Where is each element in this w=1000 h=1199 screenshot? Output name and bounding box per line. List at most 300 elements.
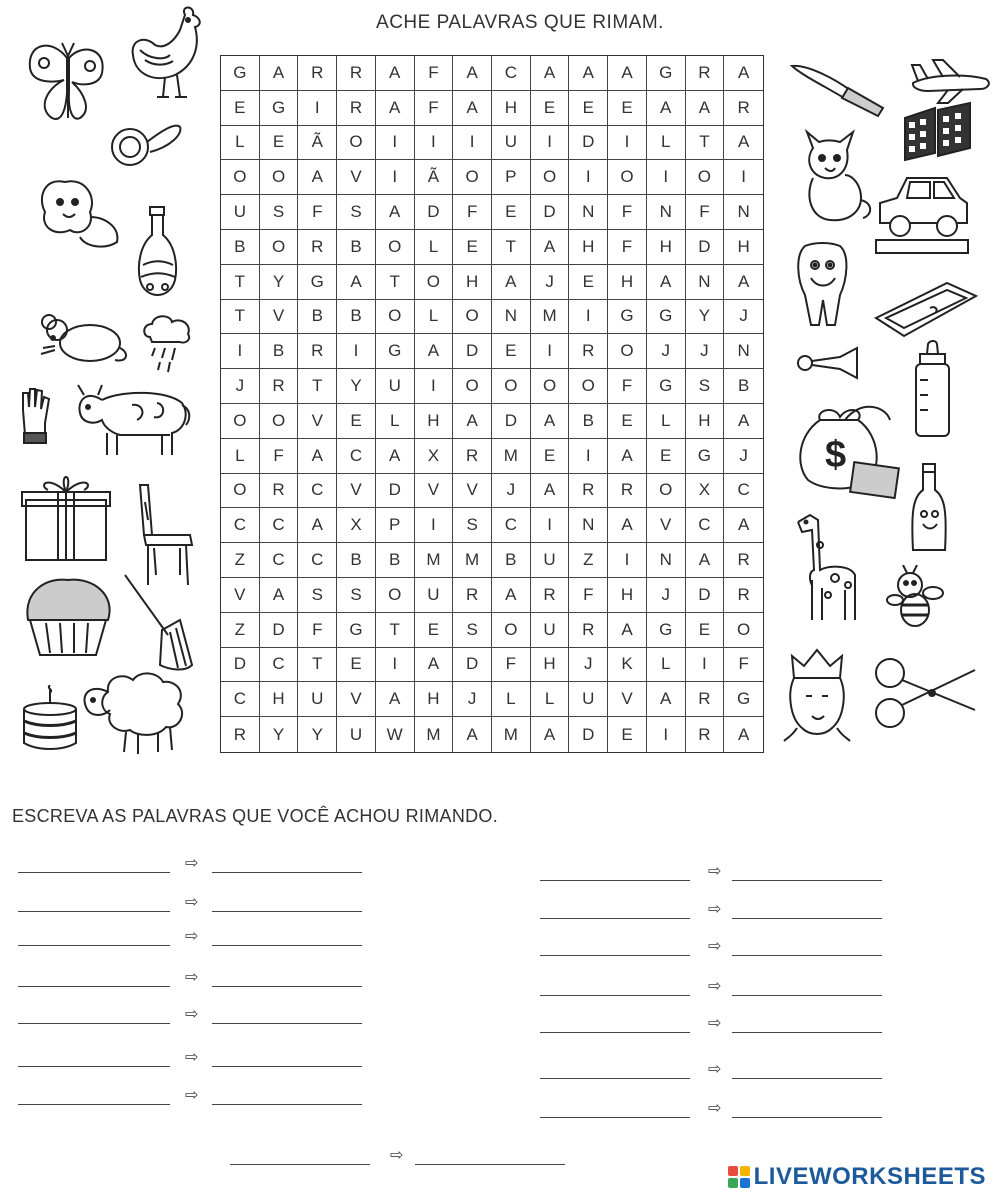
grid-cell[interactable]: R [724,91,763,126]
grid-cell[interactable]: O [221,474,260,509]
rhyme-answer-line[interactable] [732,1078,882,1079]
grid-cell[interactable]: E [608,717,647,752]
grid-cell[interactable]: M [415,717,454,752]
grid-cell[interactable]: I [569,160,608,195]
grid-cell[interactable]: J [647,334,686,369]
grid-cell[interactable]: G [608,300,647,335]
grid-cell[interactable]: F [298,613,337,648]
grid-cell[interactable]: G [221,56,260,91]
grid-cell[interactable]: I [647,717,686,752]
grid-cell[interactable]: B [569,404,608,439]
grid-cell[interactable]: A [376,195,415,230]
grid-cell[interactable]: S [260,195,299,230]
grid-cell[interactable]: F [569,578,608,613]
rhyme-answer-line[interactable] [212,872,362,873]
grid-cell[interactable]: G [724,682,763,717]
grid-cell[interactable]: A [724,404,763,439]
grid-cell[interactable]: A [531,230,570,265]
grid-cell[interactable]: A [608,439,647,474]
grid-cell[interactable]: T [221,300,260,335]
grid-cell[interactable]: D [492,404,531,439]
grid-cell[interactable]: S [337,578,376,613]
grid-cell[interactable]: R [298,334,337,369]
grid-cell[interactable]: O [608,334,647,369]
grid-cell[interactable]: U [298,682,337,717]
grid-cell[interactable]: A [260,578,299,613]
grid-cell[interactable]: A [492,578,531,613]
grid-cell[interactable]: I [376,126,415,161]
answer-line[interactable] [18,911,170,912]
grid-cell[interactable]: V [608,682,647,717]
grid-cell[interactable]: A [608,508,647,543]
grid-cell[interactable]: U [376,369,415,404]
grid-cell[interactable]: P [492,160,531,195]
grid-cell[interactable]: F [724,648,763,683]
grid-cell[interactable]: F [415,91,454,126]
grid-cell[interactable]: R [686,717,725,752]
grid-cell[interactable]: O [647,474,686,509]
grid-cell[interactable]: R [453,439,492,474]
grid-cell[interactable]: C [492,508,531,543]
grid-cell[interactable]: Y [260,717,299,752]
grid-cell[interactable]: F [608,195,647,230]
rhyme-answer-line[interactable] [212,1023,362,1024]
answer-line[interactable] [230,1164,370,1165]
grid-cell[interactable]: L [531,682,570,717]
grid-cell[interactable]: N [724,334,763,369]
grid-cell[interactable]: J [531,265,570,300]
grid-cell[interactable]: P [376,508,415,543]
grid-cell[interactable]: G [298,265,337,300]
grid-cell[interactable]: V [415,474,454,509]
grid-cell[interactable]: K [608,648,647,683]
grid-cell[interactable]: A [686,543,725,578]
grid-cell[interactable]: A [376,439,415,474]
grid-cell[interactable]: J [724,439,763,474]
grid-cell[interactable]: Z [221,613,260,648]
rhyme-answer-line[interactable] [212,945,362,946]
grid-cell[interactable]: J [569,648,608,683]
grid-cell[interactable]: M [492,717,531,752]
grid-cell[interactable]: I [531,126,570,161]
grid-cell[interactable]: R [337,91,376,126]
grid-cell[interactable]: O [376,300,415,335]
grid-cell[interactable]: I [415,126,454,161]
grid-cell[interactable]: Y [260,265,299,300]
answer-line[interactable] [540,955,690,956]
grid-cell[interactable]: A [724,265,763,300]
grid-cell[interactable]: I [686,648,725,683]
grid-cell[interactable]: Y [337,369,376,404]
grid-cell[interactable]: N [647,195,686,230]
answer-line[interactable] [18,1023,170,1024]
answer-line[interactable] [540,995,690,996]
grid-cell[interactable]: T [686,126,725,161]
rhyme-answer-line[interactable] [732,995,882,996]
grid-cell[interactable]: A [737,724,750,744]
rhyme-answer-line[interactable] [732,1117,882,1118]
grid-cell[interactable]: E [337,648,376,683]
rhyme-answer-line[interactable] [732,1032,882,1033]
grid-cell[interactable]: U [531,543,570,578]
grid-cell[interactable]: T [298,369,337,404]
grid-cell[interactable]: G [647,300,686,335]
grid-cell[interactable]: S [337,195,376,230]
grid-cell[interactable]: U [492,126,531,161]
grid-cell[interactable]: E [608,404,647,439]
grid-cell[interactable]: Z [221,543,260,578]
grid-cell[interactable]: E [569,265,608,300]
grid-cell[interactable]: L [647,648,686,683]
grid-cell[interactable]: R [608,474,647,509]
grid-cell[interactable]: T [376,613,415,648]
grid-cell[interactable]: D [221,648,260,683]
grid-cell[interactable]: R [686,682,725,717]
grid-cell[interactable]: A [647,265,686,300]
grid-cell[interactable]: T [221,265,260,300]
grid-cell[interactable]: O [453,369,492,404]
grid-cell[interactable]: R [724,543,763,578]
grid-cell[interactable]: J [453,682,492,717]
grid-cell[interactable]: E [647,439,686,474]
grid-cell[interactable]: O [260,404,299,439]
grid-cell[interactable]: F [686,195,725,230]
grid-cell[interactable]: I [337,334,376,369]
grid-cell[interactable]: A [376,682,415,717]
grid-cell[interactable]: F [453,195,492,230]
rhyme-answer-line[interactable] [732,955,882,956]
grid-cell[interactable]: A [724,56,763,91]
grid-cell[interactable]: L [415,230,454,265]
grid-cell[interactable]: C [298,543,337,578]
grid-cell[interactable]: A [453,717,492,752]
grid-cell[interactable]: G [647,613,686,648]
grid-cell[interactable]: J [724,300,763,335]
grid-cell[interactable]: S [298,578,337,613]
grid-cell[interactable]: O [724,613,763,648]
grid-cell[interactable]: I [531,334,570,369]
grid-cell[interactable]: E [608,91,647,126]
grid-cell[interactable]: C [724,474,763,509]
grid-cell[interactable]: E [569,91,608,126]
grid-cell[interactable]: H [492,91,531,126]
grid-cell[interactable]: D [686,230,725,265]
grid-cell[interactable]: I [415,369,454,404]
grid-cell[interactable]: U [531,613,570,648]
grid-cell[interactable]: R [298,230,337,265]
grid-cell[interactable]: U [415,578,454,613]
grid-cell[interactable]: L [221,439,260,474]
answer-line[interactable] [18,872,170,873]
grid-cell[interactable]: H [647,230,686,265]
grid-cell[interactable]: O [221,404,260,439]
grid-cell[interactable]: C [260,508,299,543]
grid-cell[interactable]: G [337,613,376,648]
answer-line[interactable] [18,1104,170,1105]
grid-cell[interactable]: H [569,230,608,265]
grid-cell[interactable]: G [647,369,686,404]
grid-cell[interactable]: R [686,56,725,91]
grid-cell[interactable]: M [531,300,570,335]
grid-cell[interactable]: I [415,508,454,543]
grid-cell[interactable]: J [647,578,686,613]
grid-cell[interactable]: A [492,265,531,300]
grid-cell[interactable]: L [647,404,686,439]
grid-cell[interactable]: H [260,682,299,717]
grid-cell[interactable]: E [415,613,454,648]
grid-cell[interactable]: H [453,265,492,300]
grid-cell[interactable]: A [608,613,647,648]
grid-cell[interactable]: A [531,474,570,509]
grid-cell[interactable]: A [531,56,570,91]
grid-cell[interactable]: L [221,126,260,161]
grid-cell[interactable]: N [569,508,608,543]
rhyme-answer-line[interactable] [415,1164,565,1165]
grid-cell[interactable]: N [686,265,725,300]
grid-cell[interactable]: O [569,369,608,404]
grid-cell[interactable]: H [415,404,454,439]
grid-cell[interactable]: O [608,160,647,195]
grid-cell[interactable]: H [608,578,647,613]
grid-cell[interactable]: L [376,404,415,439]
grid-cell[interactable]: A [415,334,454,369]
grid-cell[interactable]: I [531,508,570,543]
grid-cell[interactable]: C [260,543,299,578]
grid-cell[interactable]: D [376,474,415,509]
grid-cell[interactable]: E [686,613,725,648]
grid-cell[interactable]: N [724,195,763,230]
grid-cell[interactable]: B [221,230,260,265]
grid-cell[interactable]: O [376,578,415,613]
grid-cell[interactable]: Z [569,543,608,578]
grid-cell[interactable]: S [453,508,492,543]
answer-line[interactable] [18,1066,170,1067]
grid-cell[interactable]: X [686,474,725,509]
grid-cell[interactable]: A [260,56,299,91]
grid-cell[interactable]: A [531,404,570,439]
grid-cell[interactable]: B [337,543,376,578]
answer-line[interactable] [540,880,690,881]
grid-cell[interactable]: R [569,474,608,509]
grid-cell[interactable]: U [569,682,608,717]
grid-cell[interactable]: R [569,613,608,648]
grid-cell[interactable]: N [569,195,608,230]
grid-cell[interactable]: U [221,195,260,230]
grid-cell[interactable]: Y [686,300,725,335]
grid-cell[interactable]: H [531,648,570,683]
grid-cell[interactable]: D [260,613,299,648]
grid-cell[interactable]: D [415,195,454,230]
grid-cell[interactable]: B [337,230,376,265]
grid-cell[interactable]: A [531,717,570,752]
grid-cell[interactable]: O [260,160,299,195]
grid-cell[interactable]: Ã [415,160,454,195]
grid-cell[interactable]: V [647,508,686,543]
grid-cell[interactable]: I [569,439,608,474]
grid-cell[interactable]: J [492,474,531,509]
grid-cell[interactable]: E [453,230,492,265]
grid-cell[interactable]: O [221,160,260,195]
grid-cell[interactable]: T [298,648,337,683]
grid-cell[interactable]: M [415,543,454,578]
grid-cell[interactable]: V [337,682,376,717]
grid-cell[interactable]: V [260,300,299,335]
grid-cell[interactable]: B [298,300,337,335]
grid-cell[interactable]: N [492,300,531,335]
answer-line[interactable] [540,918,690,919]
grid-cell[interactable]: A [453,404,492,439]
grid-cell[interactable]: A [724,126,763,161]
grid-cell[interactable]: E [260,126,299,161]
grid-cell[interactable]: C [337,439,376,474]
grid-cell[interactable]: I [453,126,492,161]
grid-cell[interactable]: A [569,56,608,91]
grid-cell[interactable]: X [415,439,454,474]
grid-cell[interactable]: M [453,543,492,578]
grid-cell[interactable]: R [260,369,299,404]
grid-cell[interactable]: L [492,682,531,717]
grid-cell[interactable]: O [260,230,299,265]
grid-cell[interactable]: A [686,91,725,126]
grid-cell[interactable]: D [453,334,492,369]
grid-cell[interactable]: U [337,717,376,752]
grid-cell[interactable]: B [376,543,415,578]
rhyme-answer-line[interactable] [212,1104,362,1105]
grid-cell[interactable]: A [724,508,763,543]
grid-cell[interactable]: I [298,91,337,126]
grid-cell[interactable]: O [453,160,492,195]
grid-cell[interactable]: I [647,160,686,195]
grid-cell[interactable]: R [531,578,570,613]
grid-cell[interactable]: A [453,91,492,126]
grid-cell[interactable]: A [298,439,337,474]
grid-cell[interactable]: E [337,404,376,439]
answer-line[interactable] [540,1117,690,1118]
grid-cell[interactable]: S [453,613,492,648]
grid-cell[interactable]: Y [298,717,337,752]
grid-cell[interactable]: R [724,578,763,613]
grid-cell[interactable]: A [376,91,415,126]
rhyme-answer-line[interactable] [732,880,882,881]
grid-cell[interactable]: L [647,126,686,161]
grid-cell[interactable]: A [608,56,647,91]
rhyme-answer-line[interactable] [212,986,362,987]
grid-cell[interactable]: C [221,682,260,717]
grid-cell[interactable]: B [724,369,763,404]
grid-cell[interactable]: E [492,195,531,230]
grid-cell[interactable]: D [569,126,608,161]
grid-cell[interactable]: V [453,474,492,509]
answer-line[interactable] [540,1078,690,1079]
grid-cell[interactable]: F [492,648,531,683]
grid-cell[interactable]: G [686,439,725,474]
grid-cell[interactable]: F [298,195,337,230]
grid-cell[interactable]: R [221,717,260,752]
grid-cell[interactable]: H [686,404,725,439]
grid-cell[interactable]: O [376,230,415,265]
grid-cell[interactable]: F [608,369,647,404]
grid-cell[interactable]: O [453,300,492,335]
answer-line[interactable] [540,1032,690,1033]
grid-cell[interactable]: A [453,56,492,91]
grid-cell[interactable]: A [298,160,337,195]
grid-cell[interactable]: A [647,91,686,126]
grid-cell[interactable]: H [415,682,454,717]
grid-cell[interactable]: X [337,508,376,543]
grid-cell[interactable]: B [492,543,531,578]
grid-cell[interactable]: G [376,334,415,369]
answer-line[interactable] [18,986,170,987]
grid-cell[interactable]: O [415,265,454,300]
grid-cell[interactable]: C [221,508,260,543]
grid-cell[interactable]: R [260,474,299,509]
grid-cell[interactable]: O [686,160,725,195]
grid-cell[interactable]: E [531,91,570,126]
grid-cell[interactable]: V [337,160,376,195]
grid-cell[interactable]: R [298,56,337,91]
grid-cell[interactable]: I [569,300,608,335]
grid-cell[interactable]: F [415,56,454,91]
grid-cell[interactable]: O [531,160,570,195]
grid-cell[interactable]: I [608,126,647,161]
grid-cell[interactable]: A [298,508,337,543]
grid-cell[interactable]: J [221,369,260,404]
grid-cell[interactable]: W [376,717,415,752]
grid-cell[interactable]: H [724,230,763,265]
grid-cell[interactable]: R [337,56,376,91]
grid-cell[interactable]: D [569,717,608,752]
rhyme-answer-line[interactable] [212,911,362,912]
grid-cell[interactable]: H [608,265,647,300]
grid-cell[interactable]: I [376,160,415,195]
grid-cell[interactable]: I [221,334,260,369]
grid-cell[interactable]: N [647,543,686,578]
rhyme-answer-line[interactable] [212,1066,362,1067]
grid-cell[interactable]: O [531,369,570,404]
grid-cell[interactable]: A [415,648,454,683]
grid-cell[interactable]: B [337,300,376,335]
grid-cell[interactable]: V [337,474,376,509]
grid-cell[interactable]: O [492,613,531,648]
grid-cell[interactable]: C [298,474,337,509]
grid-cell[interactable]: B [260,334,299,369]
grid-cell[interactable]: E [221,91,260,126]
grid-cell[interactable]: F [260,439,299,474]
grid-cell[interactable]: S [686,369,725,404]
grid-cell[interactable]: F [608,230,647,265]
grid-cell[interactable]: T [492,230,531,265]
grid-cell[interactable]: G [647,56,686,91]
grid-cell[interactable]: D [686,578,725,613]
rhyme-answer-line[interactable] [732,918,882,919]
grid-cell[interactable]: I [376,648,415,683]
grid-cell[interactable]: M [492,439,531,474]
grid-cell[interactable]: O [492,369,531,404]
grid-cell[interactable]: C [260,648,299,683]
grid-cell[interactable]: C [686,508,725,543]
grid-cell[interactable]: I [608,543,647,578]
grid-cell[interactable]: A [376,56,415,91]
grid-cell[interactable]: Ã [298,126,337,161]
grid-cell[interactable]: V [221,578,260,613]
grid-cell[interactable]: G [260,91,299,126]
answer-line[interactable] [18,945,170,946]
grid-cell[interactable]: C [492,56,531,91]
grid-cell[interactable]: D [453,648,492,683]
grid-cell[interactable]: E [492,334,531,369]
grid-cell[interactable]: R [453,578,492,613]
grid-cell[interactable]: I [724,160,763,195]
